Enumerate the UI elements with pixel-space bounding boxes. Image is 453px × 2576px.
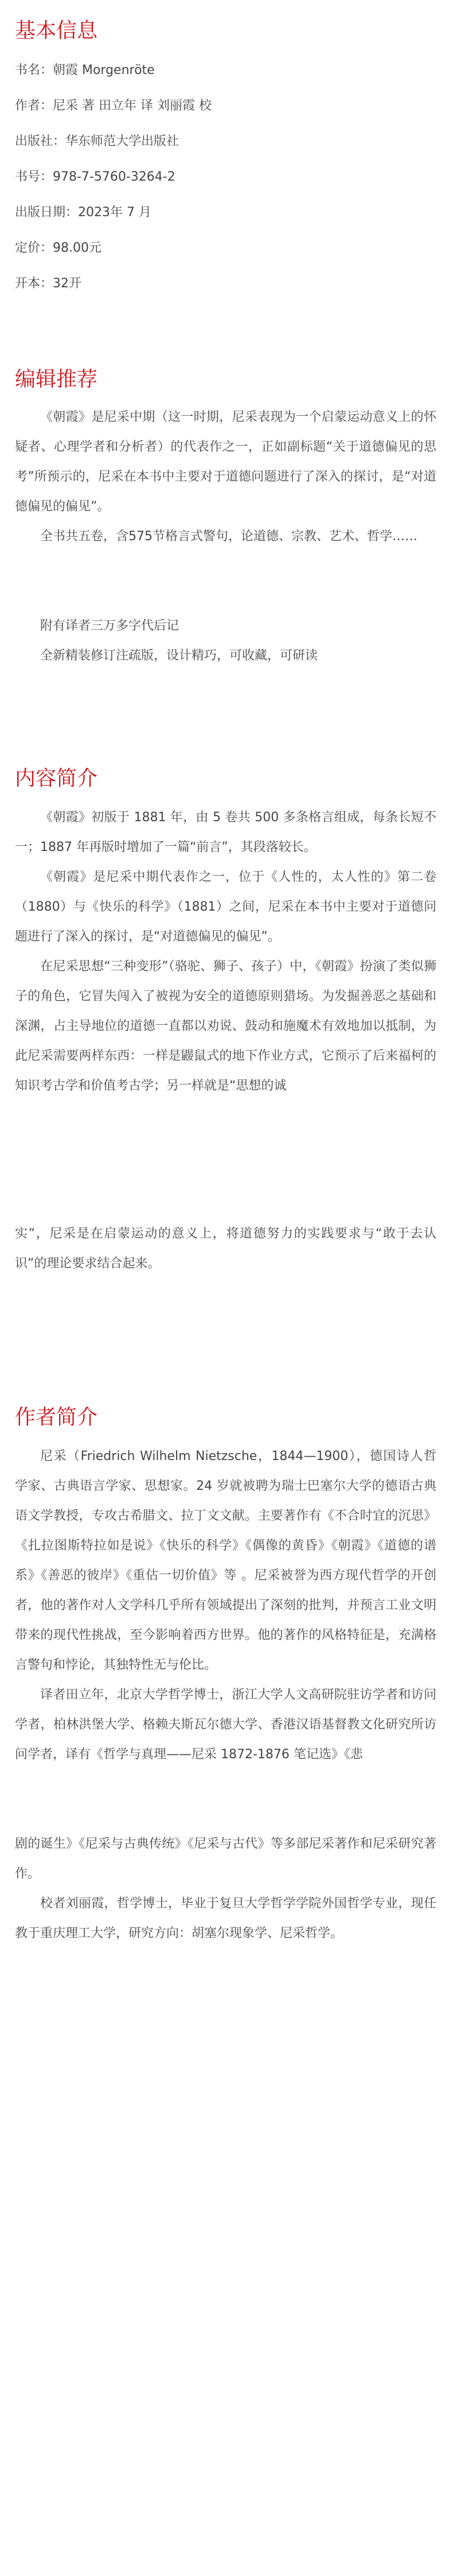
- author-paragraph: 译者田立年，北京大学哲学博士，浙江大学人文高研院驻访学者和访问学者，柏林洪堡大学、格赖夫斯瓦尔德大学、香港汉语基督教文化研究所访问学者，译有《哲学与真理——尼采 1872-1876 笔记选》《悲: [15, 1688, 436, 1762]
- book-publisher: 出版社：华东师范大学出版社: [15, 134, 179, 149]
- summary-paragraph: 《朝霞》初版于 1881 年，由 5 卷共 500 多条格言组成，每条长短不一；1887 年再版时增加了一篇“前言”，其段落较长。: [15, 810, 436, 854]
- editor-recommend-section: [15, 367, 436, 671]
- book-name: 书名：朝霞 Morgenröte: [15, 63, 155, 77]
- recommend-paragraph: 全书共五卷，含575节格言式警句，论道德、宗教、艺术、哲学……: [40, 529, 417, 544]
- editor-recommend-heading: 编辑推荐: [15, 368, 98, 391]
- basic-info-heading: 基本信息: [15, 19, 98, 42]
- author-intro-section: [15, 1405, 436, 1949]
- content-summary-heading: 内容简介: [15, 767, 98, 790]
- summary-paragraph: 在尼采思想“三种变形”（骆驼、狮子、孩子）中，《朝霞》扮演了类似狮子的角色，它冒失闯入了被视为安全的道德原则猎场。为发掘善恶之基础和深渊，占主导地位的道德一直都以劝说、鼓动和施魔术有效地加以抵制，为此尼采需要两样东西：一样是鼹鼠式的地下作业方式，它预示了后来福柯的知识考古学和价值考古学；另一样就是“思想的诚: [15, 959, 436, 1093]
- book-pub-date: 出版日期：2023年 7 月: [15, 205, 151, 220]
- book-price: 定价：98.00元: [15, 241, 101, 255]
- book-format: 开本：32开: [15, 276, 81, 291]
- content-summary-section: [15, 766, 436, 1279]
- author-paragraph: 剧的诞生》《尼采与古典传统》《尼采与古代》等多部尼采著作和尼采研究著作。: [15, 1837, 436, 1881]
- author-paragraph: 校者刘丽霞，哲学博士，毕业于复旦大学哲学学院外国哲学专业，现任教于重庆理工大学，研究方向：胡塞尔现象学、尼采哲学。: [15, 1896, 436, 1941]
- author-intro-heading: 作者简介: [15, 1406, 98, 1429]
- summary-paragraph: 《朝霞》是尼采中期代表作之一，位于《人性的，太人性的》第二卷（1880）与《快乐的科学》（1881）之间，尼采在本书中主要对于道德问题进行了深入的探讨，是“对道德偏见的偏见”。: [15, 870, 436, 944]
- book-isbn: 书号：978-7-5760-3264-2: [15, 170, 175, 184]
- book-author: 作者：尼采 著 田立年 译 刘丽霞 校: [15, 99, 212, 113]
- summary-paragraph: 实”，尼采是在启蒙运动的意义上，将道德努力的实践要求与“敢于去认识”的理论要求结合起来。: [15, 1227, 436, 1271]
- recommend-paragraph: 全新精装修订注疏版，设计精巧，可收藏，可研读: [40, 649, 318, 663]
- author-paragraph: 尼采（Friedrich Wilhelm Nietzsche，1844—1900），德国诗人哲学家、古典语言学家、思想家。24 岁就被聘为瑞士巴塞尔大学的德语古典语文学教授，专攻古希腊文、拉丁文文献。主要著作有《不合时宜的沉思》《扎拉图斯特拉如是说》《快乐的科学》《偶像的黄昏》《朝霞》《道德的谱系》《善恶的彼岸》《重估一切价值》等 。尼采被誉为西方现代哲学的开创者，他的著作对人文学科几乎所有领域提出了深刻的批判，并预言工业文明带来的现代性挑战，至今影响着西方世界。他的著作的风格特征是，充满格言警句和悖论，其独特性无与伦比。: [15, 1449, 436, 1672]
- recommend-paragraph: 附有译者三万多字代后记: [40, 619, 179, 633]
- recommend-paragraph: 《朝霞》是尼采中期（这一时期，尼采表现为一个启蒙运动意义上的怀疑者、心理学者和分析者）的代表作之一，正如副标题“关于道德偏见的思考”所预示的，尼采在本书中主要对于道德问题进行了深入的探讨，是“对道德偏见的偏见”。: [15, 410, 436, 514]
- basic-info-section: [15, 18, 436, 311]
